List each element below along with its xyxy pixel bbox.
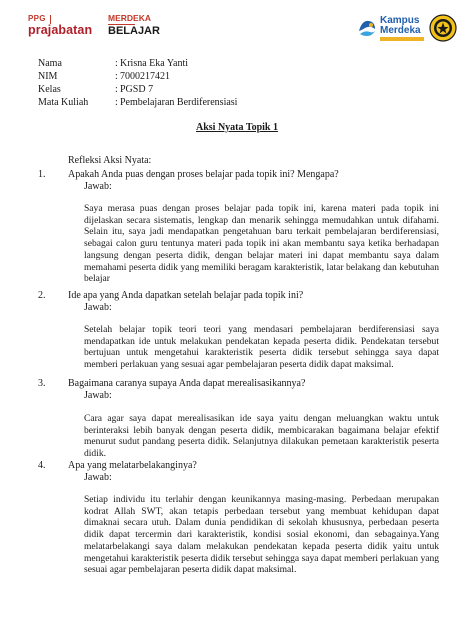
section-label: Refleksi Aksi Nyata: bbox=[68, 155, 152, 166]
jawab-label: Jawab: bbox=[84, 390, 112, 401]
question-number: 2. bbox=[38, 290, 46, 301]
identity-colon: : bbox=[115, 84, 118, 95]
identity-colon: : bbox=[115, 58, 118, 69]
kampus-merdeka-tagline-bar bbox=[380, 37, 424, 41]
answer-1 bbox=[84, 203, 439, 285]
kampus-merdeka-icon bbox=[356, 16, 378, 38]
answer-text: Saya merasa puas dengan proses belajar pada topik ini, karena materi pada topik ini dijelaskan secara sistematis, lengkap dan menarik sehingga memudahkan untuk difahami. Selain itu, saya jadi mendapatkan pengetahuan baru terkait pembelajaran berdiferensiasi, sebagai calon guru tentunya materi pada topik ini akan membantu saya ketika berhadapan langsung dengan peserta didik, dengan belajar materi ini dapat membantu saya dalam memahami peserta didik yang memiliki beragam karakteristik, latar belakang dan kebutuhan belajar bbox=[84, 203, 439, 285]
merdeka-belajar-logo bbox=[108, 14, 160, 37]
question-text: Bagaimana caranya supaya Anda dapat merealisasikannya? bbox=[68, 378, 306, 389]
ppg-merdeka-logo bbox=[28, 14, 188, 44]
identity-label: Mata Kuliah bbox=[38, 97, 89, 108]
question-number: 1. bbox=[38, 169, 46, 180]
kampus-merdeka-logo bbox=[356, 14, 456, 44]
jawab-label: Jawab: bbox=[84, 302, 112, 313]
question-number: 3. bbox=[38, 378, 46, 389]
identity-colon: : bbox=[115, 71, 118, 82]
ppg-logo-text: PPG bbox=[28, 14, 46, 23]
identity-colon: : bbox=[115, 97, 118, 108]
question-number: 4. bbox=[38, 460, 46, 471]
identity-label: Nama bbox=[38, 58, 62, 69]
kampus-logo-text: Kampus bbox=[380, 15, 420, 26]
university-seal-icon bbox=[429, 14, 457, 42]
identity-value: PGSD 7 bbox=[120, 84, 154, 95]
prajabatan-logo-text: prajabatan bbox=[28, 23, 93, 37]
identity-label: NIM bbox=[38, 71, 58, 82]
answer-text: Setiap individu itu terlahir dengan keunikannya masing-masing. Perbedaan merupakan kodrat Allah SWT, akan tetapis perbedaan tersebut yang membuat kehidupan dapat dimaknai secara utuh. Dalam dunia pendidikan di sekolah khususnya, perbedaan peserta didik dapat tercermin dari karakteristik, kondisi sosial ekonomi, dan sebagainya.Yang melatarbelakangi saya dalam melakukan pendekatan kepada peserta didik yaitu untuk mengetahui karakteristik peserta didik tersebut sehingga saya dapat memberi perlakuan yang sesuai agar pembelajaran peserta didik dapat maksimal. bbox=[84, 494, 439, 576]
identity-value: 7000217421 bbox=[120, 71, 170, 82]
jawab-label: Jawab: bbox=[84, 472, 112, 483]
answer-text: Cara agar saya dapat merealisasikan ide saya yaitu dengan meluangkan waktu untuk berinteraksi lebih banyak dengan peserta didik, membicarakan bagaimana belajar efektif menurut sudut pandang peserta didik. Selanjutnya dilakukan pemetaan karakteristik peserta didik. bbox=[84, 413, 439, 460]
identity-value: Pembelajaran Berdiferensiasi bbox=[120, 97, 238, 108]
document-title: Aksi Nyata Topik 1 bbox=[196, 122, 278, 133]
merdeka-logo-text: MERDEKA bbox=[108, 13, 151, 23]
belajar-logo-text: BELAJAR bbox=[108, 25, 160, 37]
kampus-merdeka-logo-text: Merdeka bbox=[380, 25, 421, 36]
question-text: Apa yang melatarbelakanginya? bbox=[68, 460, 197, 471]
question-text: Ide apa yang Anda dapatkan setelah belajar pada topik ini? bbox=[68, 290, 304, 301]
identity-value: Krisna Eka Yanti bbox=[120, 58, 189, 69]
jawab-label: Jawab: bbox=[84, 181, 112, 192]
identity-label: Kelas bbox=[38, 84, 61, 95]
answer-3 bbox=[84, 413, 439, 460]
answer-2 bbox=[84, 324, 439, 371]
answer-4 bbox=[84, 494, 439, 576]
question-text: Apakah Anda puas dengan proses belajar pada topik ini? Mengapa? bbox=[68, 169, 339, 180]
answer-text: Setelah belajar topik teori teori yang mendasari pembelajaran berdiferensiasi saya mendapatkan ide untuk melakukan pendekatan kepada peserta didik. Pendekatan tersebut bertujuan untuk mengetahui karakteristik peserta didik tersebut sehingga saya dapat memberi perlakuan yang sesuai agar pembelajaran peserta didik dapat maksimal. bbox=[84, 324, 439, 371]
